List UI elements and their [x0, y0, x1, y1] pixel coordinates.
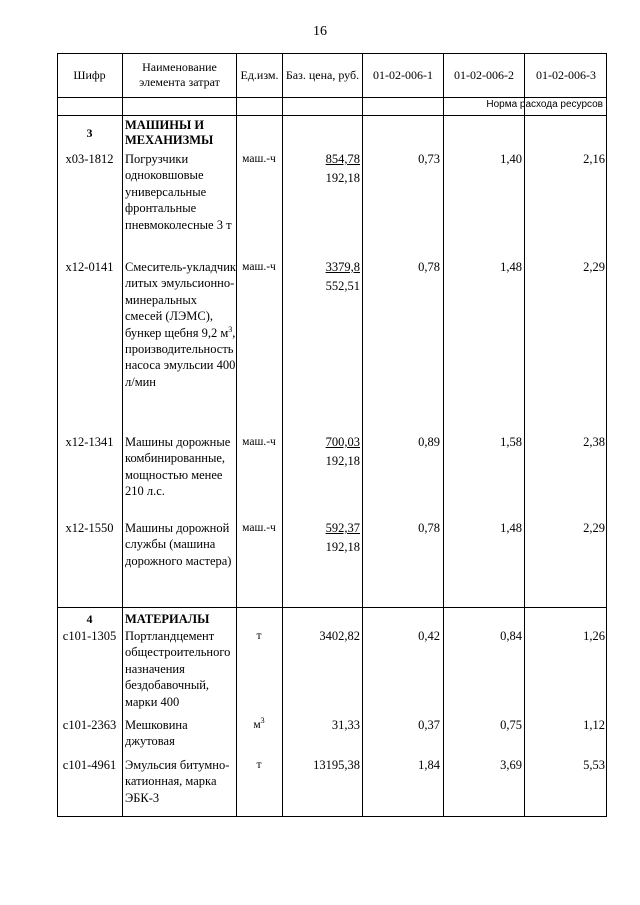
row-value-3: 2,16 — [583, 152, 605, 166]
row-price: 31,33 — [331, 718, 360, 732]
row-price-sub: 192,18 — [325, 540, 360, 554]
row-value-1: 1,84 — [418, 758, 440, 772]
col-divider — [524, 53, 525, 817]
row-value-1: 0,73 — [418, 152, 440, 166]
row-code: с101-2363 — [62, 718, 117, 732]
row-price: 700,03 — [325, 435, 360, 449]
row-divider — [57, 607, 607, 608]
header-col2: 01-02-006-2 — [454, 67, 514, 82]
row-value-2: 1,48 — [500, 521, 522, 535]
row-name: Погрузчики одноковшовые универсальные фронтальные пневмоколесные 3 т — [125, 152, 232, 232]
row-value-2: 1,48 — [500, 260, 522, 274]
row-value-2: 3,69 — [500, 758, 522, 772]
row-name: Портландцемент общестроительного назначения бездобавочный, марки 400 — [125, 629, 231, 709]
row-value-1: 0,89 — [418, 435, 440, 449]
row-value-3: 5,53 — [583, 758, 605, 772]
row-unit: $м^3$ — [253, 716, 265, 731]
row-unit: т — [256, 630, 262, 642]
row-value-2: 0,75 — [500, 718, 522, 732]
header-price: Баз. цена, руб. — [285, 67, 360, 82]
row-name: Смеситель-укладчик литых эмульсионно-минеральных смесей (ЛЭМС), бункер щебня 9,2 $м^3$, производительность насоса эмульсии 400 л/мин — [125, 260, 236, 389]
header-col3: 01-02-006-3 — [536, 67, 596, 82]
row-value-2: 0,84 — [500, 629, 522, 643]
section-number: 4 — [86, 612, 93, 626]
row-code: с101-4961 — [62, 758, 117, 772]
row-unit: маш.-ч — [242, 522, 276, 534]
col-divider — [443, 53, 444, 817]
row-value-1: 0,78 — [418, 260, 440, 274]
resource-table — [57, 53, 607, 817]
header-name: Наименование элемента затрат — [139, 60, 220, 89]
row-price: 3402,82 — [319, 629, 360, 643]
row-value-1: 0,78 — [418, 521, 440, 535]
row-unit: т — [256, 759, 262, 771]
norma-label: Норма расхода ресурсов — [486, 99, 603, 110]
row-value-3: 2,29 — [583, 521, 605, 535]
row-value-3: 2,29 — [583, 260, 605, 274]
row-value-2: 1,58 — [500, 435, 522, 449]
row-price-sub: 552,51 — [325, 279, 360, 293]
row-name: Машины дорожной службы (машина дорожного мастера) — [125, 521, 232, 568]
row-value-2: 1,40 — [500, 152, 522, 166]
row-value-3: 1,12 — [583, 718, 605, 732]
row-value-1: 0,42 — [418, 629, 440, 643]
page-number: 16 — [313, 24, 327, 39]
section-title: МАШИНЫ И МЕХАНИЗМЫ — [125, 118, 214, 147]
header-col1: 01-02-006-1 — [373, 67, 433, 82]
row-price-sub: 192,18 — [325, 171, 360, 185]
row-code: х12-1341 — [65, 435, 114, 449]
header-unit: Ед.изм. — [240, 67, 279, 82]
row-code: х03-1812 — [65, 152, 114, 166]
row-name: Мешковина джутовая — [125, 718, 188, 749]
row-value-1: 0,37 — [418, 718, 440, 732]
row-code: х12-0141 — [65, 260, 114, 274]
row-divider — [57, 97, 607, 98]
row-unit: маш.-ч — [242, 261, 276, 273]
row-price-sub: 192,18 — [325, 454, 360, 468]
row-value-3: 2,38 — [583, 435, 605, 449]
row-code: х12-1550 — [65, 521, 114, 535]
row-price: 13195,38 — [313, 758, 360, 772]
row-name: Эмульсия битумно-катионная, марка ЭБК-3 — [125, 758, 230, 805]
row-unit: маш.-ч — [242, 436, 276, 448]
col-divider — [362, 53, 363, 817]
row-price: 3379,8 — [325, 260, 360, 274]
header-code: Шифр — [73, 67, 106, 82]
col-divider — [122, 53, 123, 817]
row-unit: маш.-ч — [242, 153, 276, 165]
row-price: 854,78 — [325, 152, 360, 166]
row-price: 592,37 — [325, 521, 360, 535]
row-code: с101-1305 — [62, 629, 117, 643]
row-name: Машины дорожные комбинированные, мощностью менее 210 л.с. — [125, 435, 231, 499]
section-number: 3 — [86, 126, 93, 140]
section-title: МАТЕРИАЛЫ — [125, 612, 210, 626]
row-divider — [57, 115, 607, 116]
row-value-3: 1,26 — [583, 629, 605, 643]
